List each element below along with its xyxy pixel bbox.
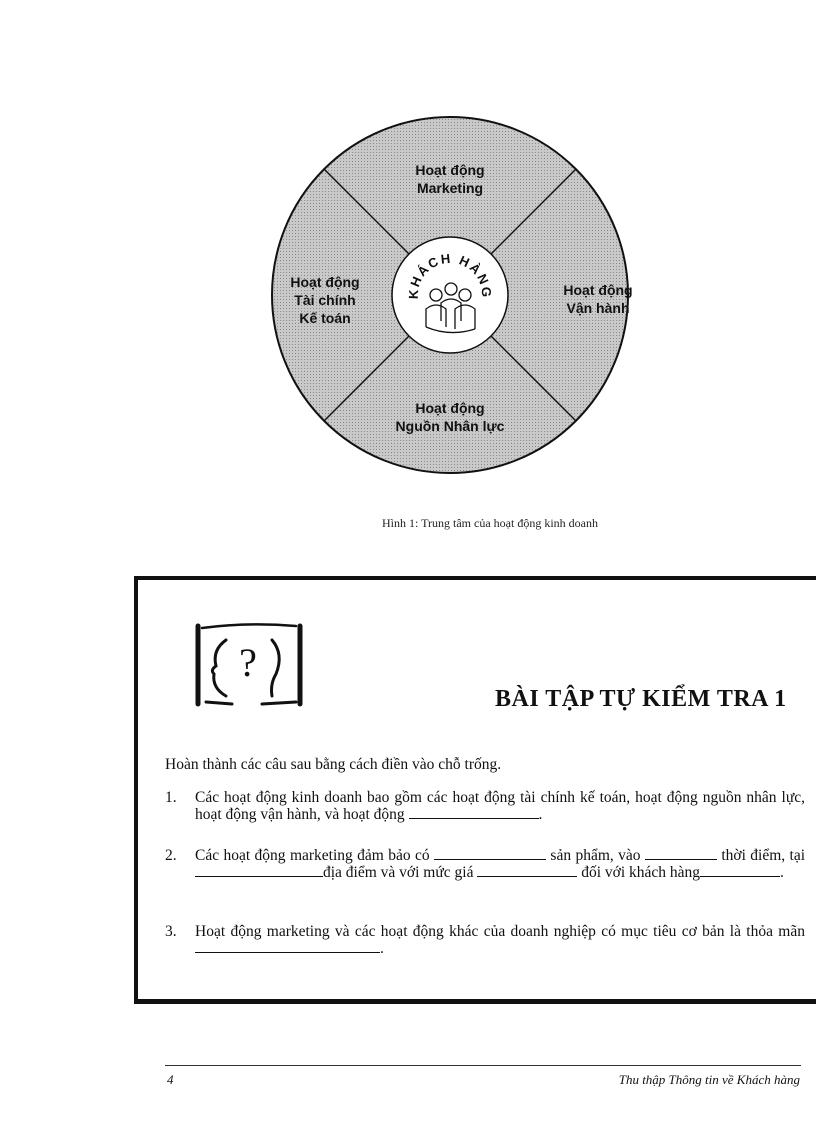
label-left-1: Hoạt động <box>290 274 360 290</box>
question-text: Các hoạt động kinh doanh bao gồm các hoạt động tài chính kế toán, hoạt động nguồn nhân lực, hoạt động vận hành, và hoạt động <box>195 789 805 823</box>
label-right-2: Vận hành <box>566 300 630 316</box>
question-number: 2. <box>165 847 177 864</box>
question-text: địa điểm và với mức giá <box>323 864 474 881</box>
page-number: 4 <box>167 1072 174 1087</box>
answer-blank-1[interactable] <box>409 806 539 819</box>
answer-blank-3[interactable] <box>195 940 380 953</box>
question-text: Hoạt động marketing và các hoạt động khác của doanh nghiệp có mục tiêu cơ bản là thỏa mãn <box>195 923 805 940</box>
question-text: thời điểm, tại <box>721 847 806 864</box>
question-3 <box>165 923 805 957</box>
question-2 <box>165 847 805 881</box>
answer-blank-2d[interactable] <box>477 864 577 877</box>
answer-blank-2c[interactable] <box>195 864 323 877</box>
question-end: . <box>538 806 543 823</box>
question-number: 1. <box>165 789 177 806</box>
svg-text:?: ? <box>239 640 257 685</box>
question-number: 3. <box>165 923 177 940</box>
label-left-3: Kế toán <box>299 310 351 326</box>
question-text: sản phẩm, vào <box>550 847 641 864</box>
label-left-2: Tài chính <box>294 292 356 308</box>
label-top-1: Hoạt động <box>415 162 485 178</box>
label-bottom-1: Hoạt động <box>415 400 485 416</box>
label-right-1: Hoạt động <box>563 282 633 298</box>
answer-blank-2b[interactable] <box>645 847 717 860</box>
label-bottom-2: Nguồn Nhân lực <box>395 418 505 434</box>
question-end: . <box>780 864 784 881</box>
question-1 <box>165 789 805 823</box>
answer-blank-2a[interactable] <box>434 847 546 860</box>
figure-caption: Hình 1: Trung tâm của hoạt động kinh doanh <box>382 516 598 530</box>
exercise-instruction: Hoàn thành các câu sau bằng cách điền vào chỗ trống. <box>165 756 502 773</box>
question-text: Các hoạt động marketing đảm bảo có <box>195 847 430 864</box>
answer-blank-2e[interactable] <box>700 864 780 877</box>
exercise-title: BÀI TẬP TỰ KIỂM TRA 1 <box>495 686 787 712</box>
question-head-icon <box>192 618 304 710</box>
customer-center-diagram <box>250 95 650 495</box>
question-text: đối với khách hàng <box>581 864 701 881</box>
footer-title: Thu thập Thông tin về Khách hàng <box>618 1072 800 1087</box>
question-end: . <box>380 940 384 957</box>
center-arc-label: KHÁCH HÀNG <box>405 250 495 300</box>
footer-rule <box>165 1065 801 1066</box>
label-top-2: Marketing <box>416 180 484 196</box>
